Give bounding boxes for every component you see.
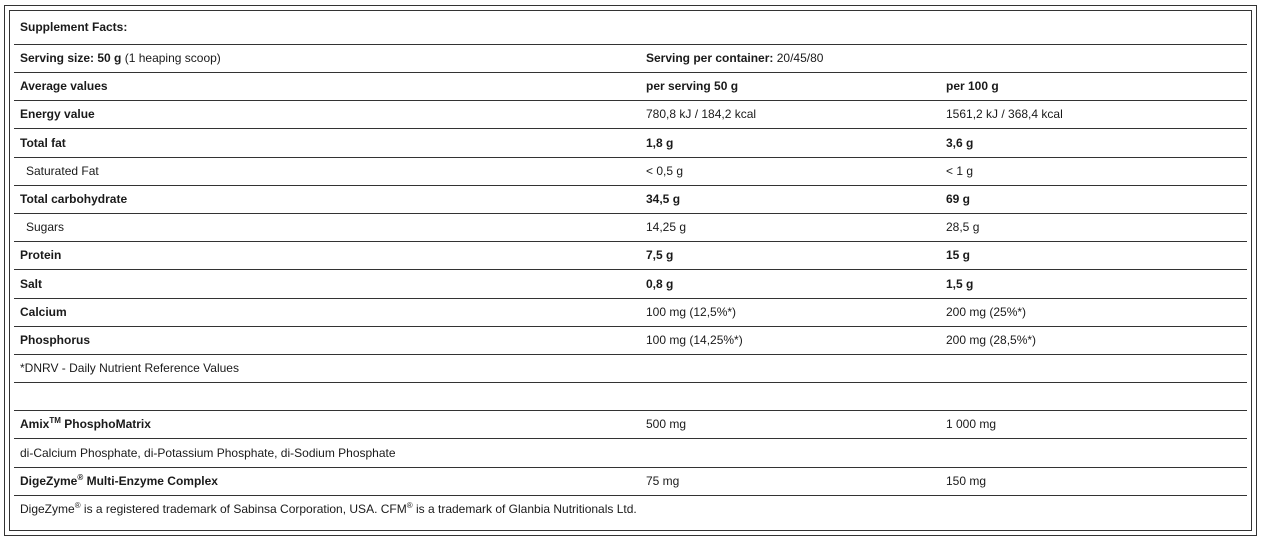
nutrient-row: Protein 7,5 g 15 g (14, 242, 1247, 270)
phosphomatrix-row: Amix™ PhosphoMatrix 500 mg 1 000 mg (14, 411, 1247, 439)
nutrient-row: Energy value 780,8 kJ / 184,2 kcal 1561,2 kJ / 368,4 kcal (14, 101, 1247, 129)
nutrient-row: Saturated Fat < 0,5 g < 1 g (14, 158, 1247, 186)
serving-size: Serving size: 50 g (1 heaping scoop) (20, 51, 221, 65)
table-title: Supplement Facts: (20, 20, 128, 34)
servings-per-container: Serving per container: 20/45/80 (646, 51, 824, 65)
nutrient-row: Calcium 100 mg (12,5%*) 200 mg (25%*) (14, 299, 1247, 327)
digezyme-row: DigeZyme® Multi-Enzyme Complex 75 mg 150 mg (14, 468, 1247, 496)
phosphomatrix-ingredients-row (14, 439, 1247, 468)
nutrient-row: Total carbohydrate 34,5 g 69 g (14, 186, 1247, 214)
dnrv-note-row (14, 355, 1247, 383)
trademark-note: DigeZyme® is a registered trademark of Sabinsa Corporation, USA. CFM® is a trademark of Glanbia Nutritionals Ltd. (20, 501, 637, 516)
title-row (14, 11, 1247, 45)
header-name: Average values (20, 79, 108, 93)
nutrient-row: Total fat 1,8 g 3,6 g (14, 129, 1247, 158)
digezyme-name: DigeZyme® Multi-Enzyme Complex (20, 473, 218, 488)
header-per-100: per 100 g (946, 79, 999, 93)
phosphomatrix-name: Amix™ PhosphoMatrix (20, 416, 151, 431)
header-row (14, 73, 1247, 101)
phosphomatrix-ingredients: di-Calcium Phosphate, di-Potassium Phosphate, di-Sodium Phosphate (20, 445, 396, 460)
supplement-facts-table (9, 10, 1252, 531)
trademark-row (14, 496, 1247, 523)
serving-row (14, 45, 1247, 73)
header-per-serving: per serving 50 g (646, 79, 739, 93)
outer-frame (4, 5, 1257, 536)
nutrient-row: Sugars 14,25 g 28,5 g (14, 214, 1247, 242)
nutrient-row: Salt 0,8 g 1,5 g (14, 270, 1247, 299)
nutrient-row: Phosphorus 100 mg (14,25%*) 200 mg (28,5%*) (14, 327, 1247, 355)
spacer-row (14, 383, 1247, 411)
dnrv-note: *DNRV - Daily Nutrient Reference Values (20, 361, 239, 375)
